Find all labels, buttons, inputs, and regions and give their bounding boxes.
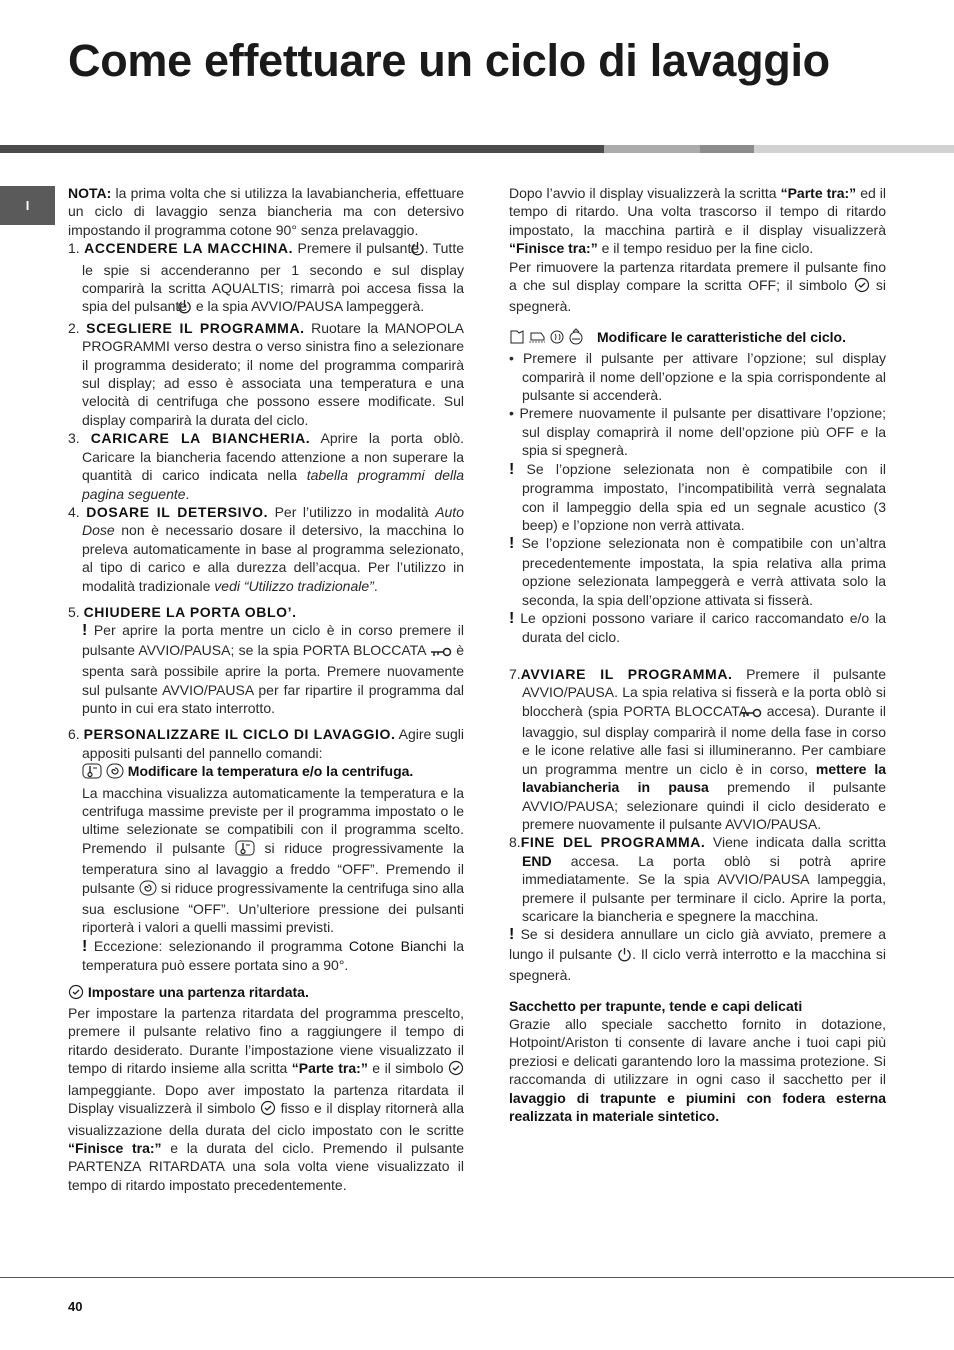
option-warning-2: ! Se l’opzione selezionata non è compatibile con un’altra precedentemente impostata, la spia relativa alla prima opzione selezionata lampeggerà e verrà attivata solo la seconda, la spia dell’opzione attivata si fisserà. bbox=[509, 535, 886, 608]
options-heading-row bbox=[509, 328, 886, 349]
temperature-spin-subheading: Modificare la temperatura e/o la centrifuga. bbox=[127, 763, 414, 780]
bag-heading: Sacchetto per trapunte, tende e capi delicati bbox=[509, 997, 803, 1014]
header-bar-dark-short bbox=[700, 145, 754, 153]
page-number: 40 bbox=[68, 1299, 83, 1314]
step-1: 1. ACCENDERE LA MACCHINA. Premere il pulsante . Tutte le spie si accenderanno per 1 secondo e sul display comparirà la scritta AQUALTIS; rimarrà poi accesa fissa la spia del pulsante e la spia AVVIO/PAUSA lampeggerà. bbox=[68, 239, 464, 319]
language-tab: I bbox=[0, 186, 55, 225]
header-bar-mid bbox=[604, 145, 700, 153]
option-bullet-2: • Premere nuovamente il pulsante per disattivare l’opzione; sul display comaprirà il nome dell’opzione più OFF e la spia si spegnerà. bbox=[509, 405, 886, 459]
spin-icon bbox=[106, 763, 124, 783]
options-heading: Modificare le caratteristiche del ciclo. bbox=[597, 328, 846, 345]
delay-icon bbox=[260, 1100, 276, 1120]
option-warning-3: ! Le opzioni possono variare il carico raccomandato e/o la durata del ciclo. bbox=[509, 609, 886, 646]
left-column bbox=[68, 184, 464, 1194]
note-paragraph: NOTA: la prima volta che si utilizza la lavabiancheria, effettuare un ciclo di lavaggio senza biancheria ma con detersivo impostando il programma cotone 90° senza prelavaggio. bbox=[68, 185, 464, 238]
step-4: 4. DOSARE IL DETERSIVO. Per l’utilizzo in modalità Auto Dose non è necessario dosare il detersivo, la macchina lo preleva automaticamente in base al programma selezionato, al tipo di carico e alla durezza dell’acqua. Per l’utilizzo in modalità tradizionale vedi “Utilizzo tradizionale”. bbox=[68, 503, 464, 594]
header-bar-light bbox=[754, 145, 954, 153]
temperature-icon bbox=[82, 763, 102, 783]
step-3: 3. CARICARE LA BIANCHERIA. Aprire la porta oblò. Caricare la biancheria facendo attenzione a non superare la quantità di carico indicata nella tabella programmi della pagina seguente. bbox=[68, 430, 465, 502]
right-column bbox=[509, 184, 886, 1126]
spin-icon bbox=[139, 880, 157, 900]
key-lock-icon bbox=[430, 644, 452, 662]
note-label: NOTA: bbox=[68, 185, 112, 201]
delay-section: Impostare una partenza ritardata. Per impostare la partenza ritardata del programma prescelto, premere il pulsante relativo fino a raggiungere il tempo di ritardo desiderato. Durante l’impostazione viene visualizzato il tempo di ritardo insieme alla scritta “Parte tra:” e il simbolo lampeggiante. Dopo aver impostato la partenza ritardata il Display visualizzerà il simbolo fisso e il display ritornerà alla visualizzazione della durata del ciclo impostato con le scritte “Finisce tra:” e la durata del ciclo. Premendo il pulsante PARTENZA RITARDATA una sola volta viene visualizzato il tempo di ritardo impostato precedentemente. bbox=[68, 983, 464, 1193]
warning-mark: ! bbox=[82, 937, 88, 955]
bag-paragraph: Grazie allo speciale sacchetto fornito in dotazione, Hotpoint/Ariston ti consente di lavare anche i tuoi capi più preziosi e delicati garantendo loro la massima protezione. Si raccomanda di utilizzare in ogni caso il sacchetto per il lavaggio di trapunte e piumini con fodera esterna realizzata in materiale sintetico. bbox=[509, 1016, 886, 1125]
step-7: 7.AVVIARE IL PROGRAMMA. Premere il pulsante AVVIO/PAUSA. La spia relativa si fisserà e la porta oblò si bloccherà (spia PORTA BLOCCATA accesa). Durante il lavaggio, sul display comparirà il nome della fase in corso e le icone relative alle fasi si illumineranno. Per cambiare un programma mentre un ciclo è in corso, mettere la lavabiancheria in pausa premendo il pulsante AVVIO/PAUSA; selezionare quindi il ciclo desiderato e premere nuovamente il pulsante AVVIO/PAUSA. bbox=[509, 665, 886, 832]
footer-divider bbox=[0, 1277, 954, 1278]
temperature-icon bbox=[235, 840, 255, 860]
cancel-cycle-note: ! Se si desidera annullare un ciclo già avviato, premere a lungo il pulsante . Il ciclo verrà interrotto e la macchina si spegnerà. bbox=[509, 926, 886, 984]
delay-heading: Impostare una partenza ritardata. bbox=[87, 983, 309, 1000]
step-2: 2. SCEGLIERE IL PROGRAMMA. Ruotare la MANOPOLA PROGRAMMI verso destra o verso sinistra fino a selezionare il programma desiderato; il nome del programma comparirà sul display; ad esso è associata una temperatura e una velocità di centrifuga che possono essere modificate. Sul display comparirà la durata del ciclo. bbox=[68, 319, 464, 428]
option-warning-1: ! Se l’opzione selezionata non è compatibile con il programma impostato, l’incompatibilità verrà segnalata con il lampeggio della spia ed un segnale acustico (3 beep) e l’opzione non verrà attivata. bbox=[509, 460, 886, 533]
warning-mark: ! bbox=[82, 622, 88, 640]
power-icon bbox=[617, 947, 632, 966]
step-8: 8.FINE DEL PROGRAMMA. Viene indicata dalla scritta END accesa. La porta oblò si potrà aprire immediatamente. Se la spia AVVIO/PAUSA lampeggia, premere il pulsante per terminare il ciclo. Aprire la porta, scaricare la biancheria e spegnere la macchina. bbox=[509, 834, 886, 925]
delay-remove: Per rimuovere la partenza ritardata premere il pulsante fino a che sul display compare la scritta OFF; il simbolo si spegnerà. bbox=[509, 258, 887, 315]
option-bullet-1: • Premere il pulsante per attivare l’opzione; sul display comparirà il nome dell’opzione e la spia corrispondente al pulsante si accenderà. bbox=[509, 350, 886, 404]
delay-icon bbox=[448, 1060, 464, 1080]
header-bar-dark bbox=[0, 145, 604, 153]
key-lock-icon bbox=[753, 705, 762, 723]
page-title: Come effettuare un ciclo di lavaggio bbox=[68, 35, 830, 86]
delay-continued: Dopo l’avvio il display visualizzerà la scritta “Parte tra:” ed il tempo di ritardo. Una volta trascorso il tempo di ritardo impostato, la macchina partirà e il display visualizzerà “Finisce tra:” e il tempo residuo per la fine ciclo. bbox=[509, 185, 886, 257]
delay-icon bbox=[854, 277, 870, 297]
option-icons bbox=[509, 328, 597, 349]
delay-icon bbox=[68, 984, 84, 1004]
step-6: 6. PERSONALIZZARE IL CICLO DI LAVAGGIO. Agire sugli appositi pulsanti del pannello comandi: Modificare la temperatura e/o la centrifuga. La macchina visualizza automaticamente la temperatura e la centrifuga massime previste per il programma impostato o le ultime selezionate se compatibili con il programma scelto. Premendo il pulsante si riduce progressivamente la temperatura sino al lavaggio a freddo “OFF”. Premendo il pulsante si riduce progressivamente la centrifuga sino alla sua esclusione “OFF”. Un’ulteriore pressione dei pulsanti riporterà i valori a quelli massimi previsti. ! Eccezione: selezionando il programma Cotone Bianchi la temperatura può essere portata sino a 90°. bbox=[68, 726, 464, 974]
step-5: 5. CHIUDERE LA PORTA OBLO’. ! Per aprire la porta mentre un ciclo è in corso premere il pulsante AVVIO/PAUSA; se la spia PORTA BLOCCATA è spenta sarà possibile aprire la porta. Premere nuovamente sul pulsante AVVIO/PAUSA per far ripartire il programma dal punto in cui era stato interrotto. bbox=[68, 603, 464, 716]
